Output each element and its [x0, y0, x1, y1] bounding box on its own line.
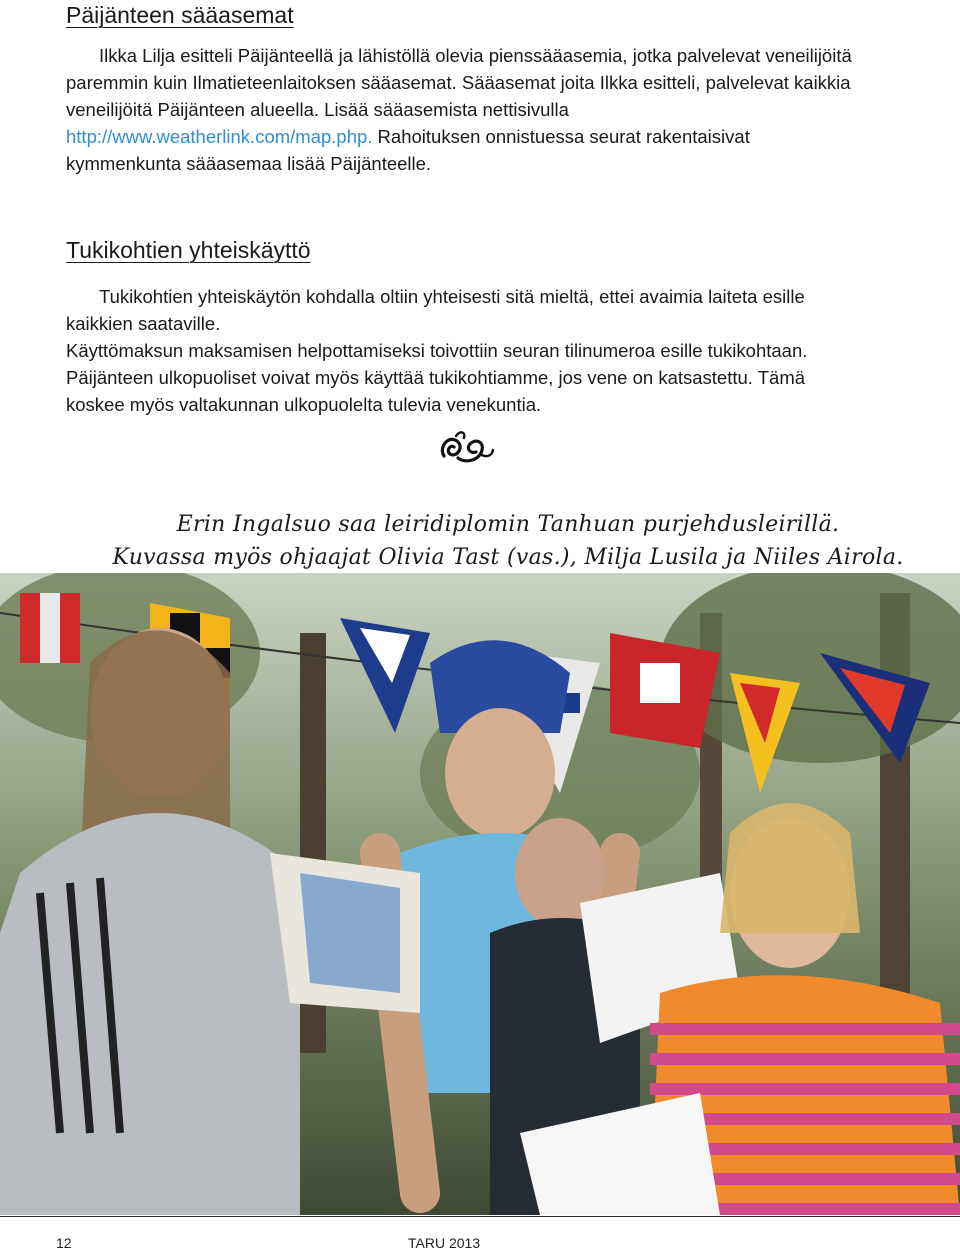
- paragraph-text-continued: Rahoituksen onnistuessa seurat rakentaisivat kymmenkunta sääasemaa lisää Päijänteelle.: [66, 126, 750, 174]
- publication-name: TARU 2013: [408, 1235, 481, 1251]
- grey-hoodie: [0, 813, 300, 1215]
- weatherlink-link[interactable]: http://www.weatherlink.com/map.php.: [66, 126, 373, 147]
- base-sharing-paragraph-1: Tukikohtien yhteiskäytön kohdalla oltiin yhteisesti sitä mieltä, ettei avaimia laiteta esille kaikkien saataville.: [66, 286, 805, 334]
- section-title-base-sharing: Tukikohtien yhteiskäyttö: [66, 237, 311, 263]
- weather-stations-paragraph: [66, 42, 866, 177]
- photo-caption-line-1: Erin Ingalsuo saa leiridiplomin Tanhuan purjehdusleirillä.: [176, 512, 840, 537]
- camp-photo: [0, 573, 960, 1215]
- page-number: 12: [56, 1235, 72, 1251]
- footer-divider: [0, 1216, 960, 1217]
- fleuron-icon: [436, 428, 496, 468]
- section-title-weather-stations: Päijänteen sääasemat: [66, 2, 294, 28]
- paragraph-text: Ilkka Lilja esitteli Päijänteellä ja lähistöllä olevia pienssääasemia, jotka palvelevat veneilijöitä paremmin kuin Ilmatieteenlaitoksen sääasemat. Sääasemat joita Ilkka esitteli, palvelevat kaikkia veneilijöitä Päijänteen alueella. Lisää sääasemista nettisivulla: [66, 45, 852, 120]
- person-center-face: [445, 708, 555, 838]
- base-sharing-paragraph-2: Käyttömaksun maksamisen helpottamiseksi toivottiin seuran tilinumeroa esille tukikohtaan. Päijänteen ulkopuoliset voivat myös käyttää tukikohtiamme, jos vene on katsastettu. Tämä koskee myös valtakunnan ulkopuolelta tulevia venekuntia.: [66, 340, 808, 415]
- photo-caption-line-2: Kuvassa myös ohjaajat Olivia Tast (vas.), Milja Lusila ja Niiles Airola.: [112, 545, 904, 570]
